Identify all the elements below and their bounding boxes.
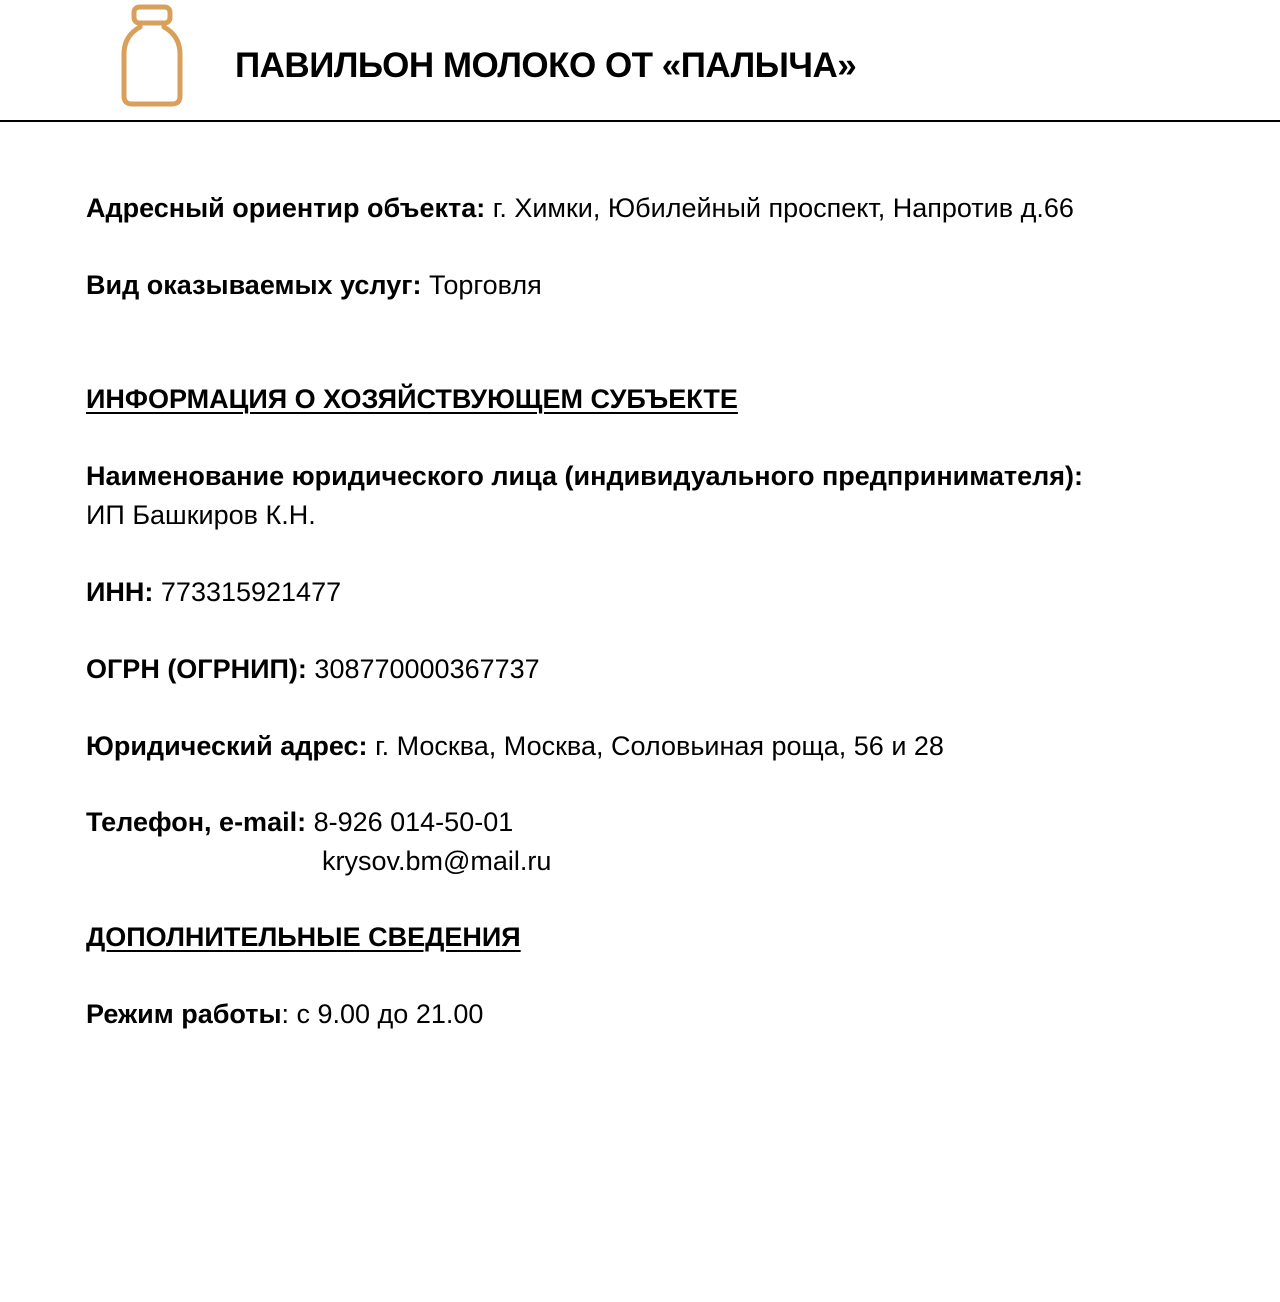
address-label: Адресный ориентир объекта: [86,193,486,223]
legal-address-label: Юридический адрес: [86,731,368,761]
entity-section-heading: ИНФОРМАЦИЯ О ХОЗЯЙСТВУЮЩЕМ СУБЪЕКТЕ [86,384,738,414]
legal-address-value: г. Москва, Москва, Соловьиная роща, 56 и 28 [367,731,944,761]
entity-name-value: ИП Башкиров К.Н. [86,500,316,530]
hours-row [86,995,483,1033]
ogrn-row [86,650,540,688]
email-value: krysov.bm@mail.ru [322,846,552,876]
inn-label: ИНН: [86,577,154,607]
contact-row [86,803,513,841]
ogrn-label: ОГРН (ОГРНИП): [86,654,307,684]
milk-bottle-icon [118,2,186,110]
page-title: ПАВИЛЬОН МОЛОКО ОТ «ПАЛЫЧА» [235,46,857,85]
inn-value: 773315921477 [153,577,342,607]
entity-name-label: Наименование юридического лица (индивидуального предпринимателя): [86,461,1083,491]
legal-address-row [86,727,944,765]
phone-value: 8-926 014-50-01 [306,807,514,837]
address-value: г. Химки, Юбилейный проспект, Напротив д.66 [485,193,1074,223]
ogrn-value: 308770000367737 [306,654,540,684]
services-value: Торговля [421,270,542,300]
additional-section-heading: ДОПОЛНИТЕЛЬНЫЕ СВЕДЕНИЯ [86,922,521,952]
contact-label: Телефон, e-mail: [86,807,307,837]
services-label: Вид оказываемых услуг: [86,270,422,300]
hours-value: : с 9.00 до 21.00 [281,999,484,1029]
hours-label: Режим работы [86,999,282,1029]
address-row [86,189,1074,227]
inn-row [86,573,341,611]
services-row [86,266,542,304]
page-header [0,0,1280,122]
